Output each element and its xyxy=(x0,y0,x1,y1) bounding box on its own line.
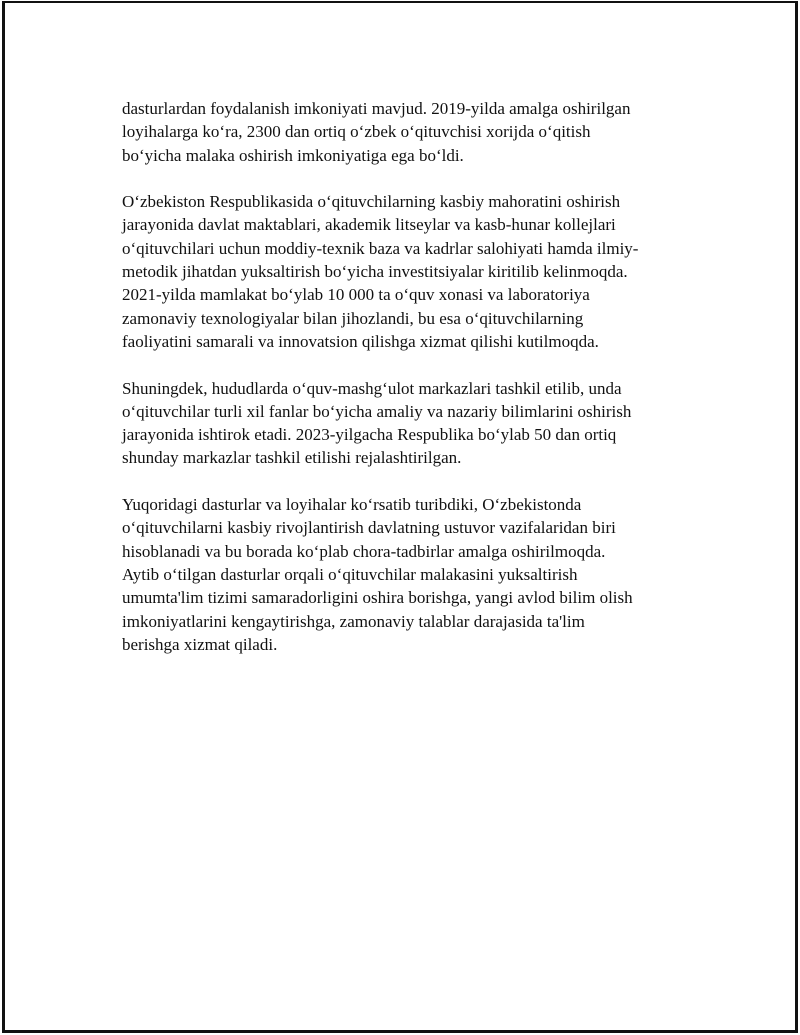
text-line: shunday markazlar tashkil etilishi rejalashtirilgan. xyxy=(122,448,462,468)
text-line: o‘qituvchilar turli xil fanlar bo‘yicha amaliy va nazariy bilimlarini oshirish xyxy=(122,401,632,421)
text-line: O‘zbekiston Respublikasida o‘qituvchilarning kasbiy mahoratini oshirish xyxy=(122,192,621,212)
text-line: bo‘yicha malaka oshirish imkoniyatiga ega bo‘ldi. xyxy=(122,145,464,165)
text-line: jarayonida davlat maktablari, akademik litseylar va kasb-hunar kollejlari xyxy=(122,215,616,235)
text-line: jarayonida ishtirok etadi. 2023-yilgacha Respublika bo‘ylab 50 dan ortiq xyxy=(122,425,617,445)
text-line: imkoniyatlarini kengaytirishga, zamonaviy talablar darajasida ta'lim xyxy=(122,611,585,631)
text-line: berishga xizmat qiladi. xyxy=(122,634,278,654)
text-line: 2021-yilda mamlakat bo‘ylab 10 000 ta o‘quv xonasi va laboratoriya xyxy=(122,285,590,305)
page-border xyxy=(2,1,798,1033)
paragraph-2 xyxy=(122,190,692,353)
text-line: umumta'lim tizimi samaradorligini oshira borishga, yangi avlod bilim olish xyxy=(122,588,633,608)
text-line: o‘qituvchilarni kasbiy rivojlantirish davlatning ustuvor vazifalaridan biri xyxy=(122,518,616,538)
text-line: Shuningdek, hududlarda o‘quv-mashg‘ulot markazlari tashkil etilib, unda xyxy=(122,378,622,398)
text-line: o‘qituvchilari uchun moddiy-texnik baza va kadrlar salohiyati hamda ilmiy- xyxy=(122,238,639,258)
text-line: Yuqoridagi dasturlar va loyihalar ko‘rsatib turibdiki, O‘zbekistonda xyxy=(122,495,582,515)
text-line: hisoblanadi va bu borada ko‘plab chora-tadbirlar amalga oshirilmoqda. xyxy=(122,541,606,561)
text-line: loyihalarga ko‘ra, 2300 dan ortiq o‘zbek o‘qituvchisi xorijda o‘qitish xyxy=(122,122,591,142)
text-line: zamonaviy texnologiyalar bilan jihozlandi, bu esa o‘qituvchilarning xyxy=(122,308,584,328)
paragraph-1 xyxy=(122,97,692,167)
text-line: dasturlardan foydalanish imkoniyati mavjud. 2019-yilda amalga oshirilgan xyxy=(122,99,631,118)
document-body xyxy=(122,97,692,679)
paragraph-3 xyxy=(122,377,692,470)
paragraph-4 xyxy=(122,493,692,656)
text-line: metodik jihatdan yuksaltirish bo‘yicha investitsiyalar kiritilib kelinmoqda. xyxy=(122,262,628,282)
text-line: Aytib o‘tilgan dasturlar orqali o‘qituvchilar malakasini yuksaltirish xyxy=(122,564,578,584)
text-line: faoliyatini samarali va innovatsion qilishga xizmat qilishi kutilmoqda. xyxy=(122,331,599,351)
